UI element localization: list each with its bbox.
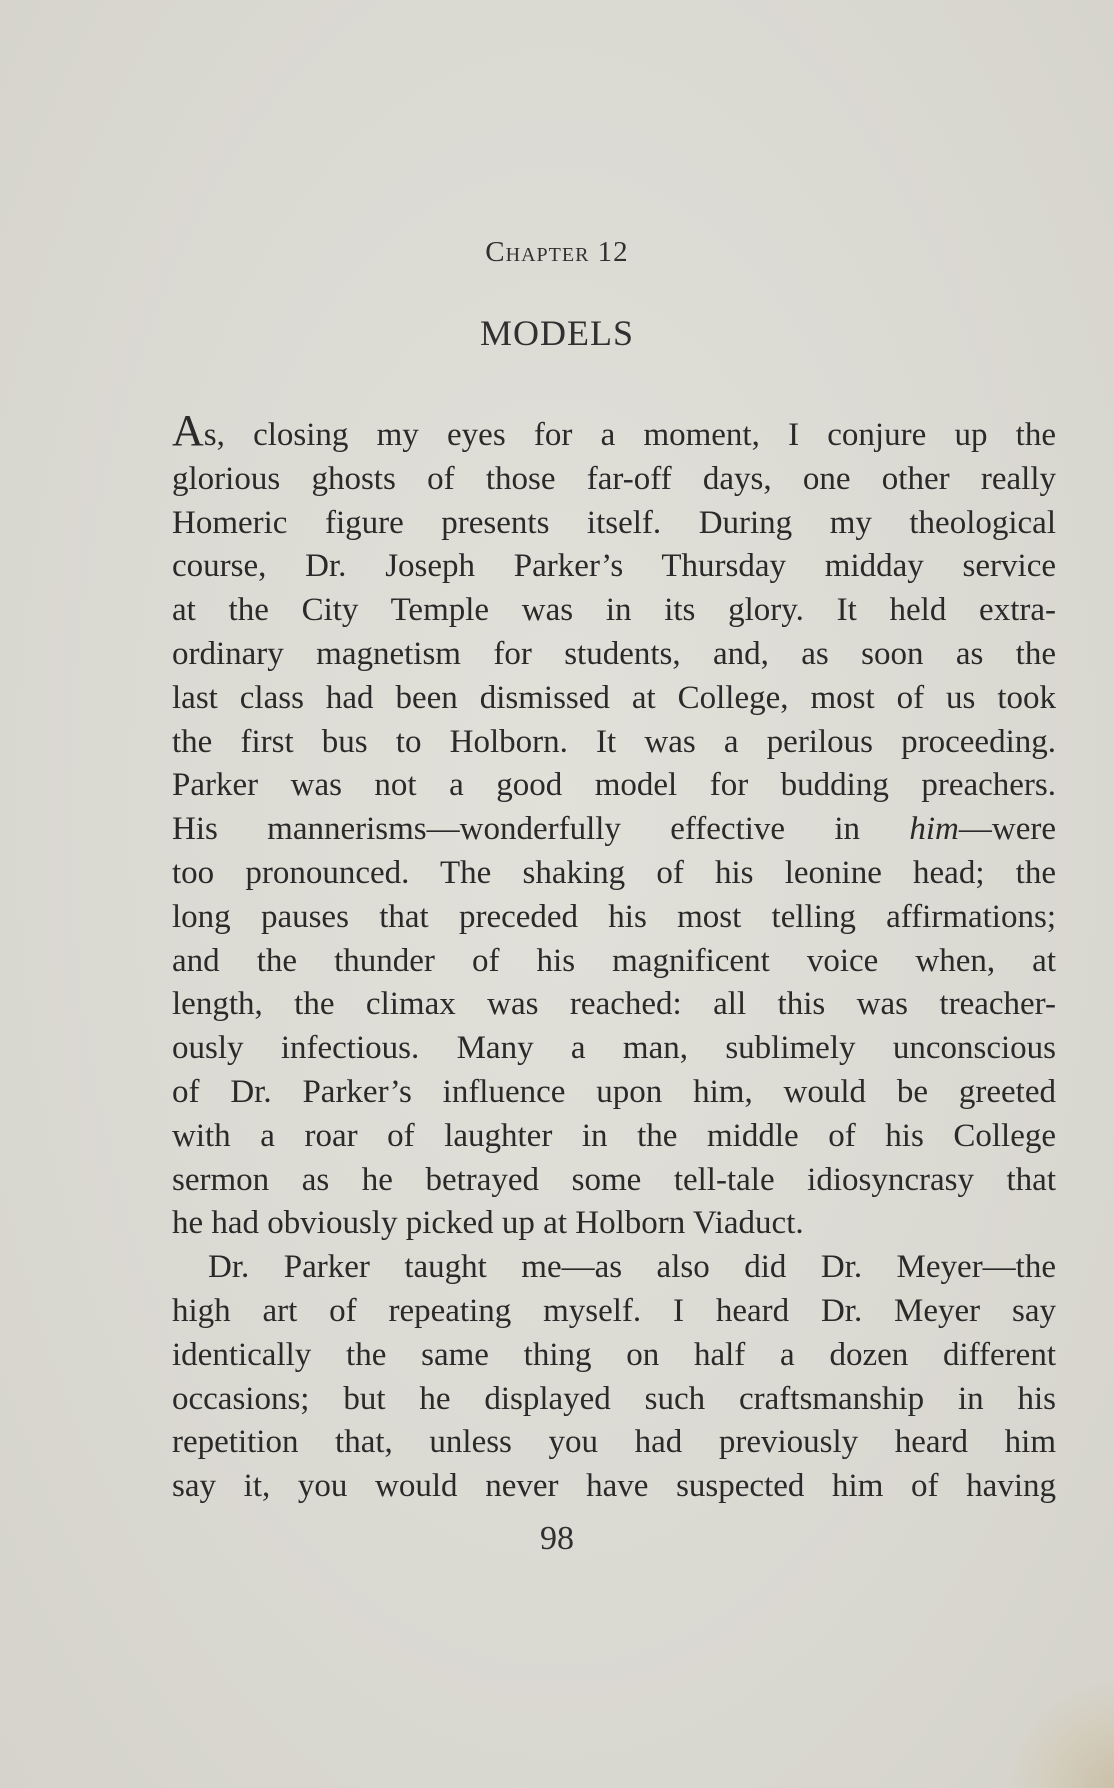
text-line: length, the climax was reached: all this was treacher-	[172, 986, 1056, 1023]
text-line: Parker was not a good model for budding preachers.	[172, 767, 1056, 804]
text-line: occasions; but he displayed such craftsmanship in his	[172, 1380, 1056, 1417]
chapter-title: MODELS	[479, 313, 634, 353]
text-line: long pauses that preceded his most telling affirmations;	[172, 898, 1056, 935]
text-line: with a roar of laughter in the middle of his College	[172, 1117, 1056, 1154]
text-line: at the City Temple was in its glory. It held extra-	[172, 592, 1056, 629]
paper-stain	[1004, 1678, 1114, 1788]
text-line: Homeric figure presents itself. During my theological	[172, 504, 1056, 541]
text-line: course, Dr. Joseph Parker’s Thursday midday service	[172, 548, 1056, 585]
text-line: too pronounced. The shaking of his leonine head; the	[172, 854, 1056, 891]
text-line: ously infectious. Many a man, sublimely unconscious	[172, 1030, 1056, 1067]
text-line: of Dr. Parker’s influence upon him, would be greeted	[172, 1073, 1056, 1110]
text-line: Dr. Parker taught me—as also did Dr. Meyer—the	[208, 1249, 1056, 1286]
text-line: ordinary magnetism for students, and, as soon as the	[172, 635, 1056, 672]
text-line: high art of repeating myself. I heard Dr. Meyer say	[172, 1292, 1056, 1329]
text-line: and the thunder of his magnificent voice when, at	[172, 942, 1056, 979]
page-number: 98	[540, 1520, 574, 1557]
italic-word: him	[909, 811, 959, 848]
text-line-content: s, closing my eyes for a moment, I conjure up the	[203, 417, 1056, 453]
text-line: say it, you would never have suspected him of having	[172, 1468, 1056, 1505]
text-line	[172, 406, 1056, 458]
text-line-part: —were	[958, 811, 1056, 848]
text-line: he had obviously picked up at Holborn Viaduct.	[172, 1205, 804, 1242]
chapter-label: Chapter 12	[485, 236, 629, 268]
text-line	[172, 808, 1056, 852]
text-line: sermon as he betrayed some tell-tale idiosyncrasy that	[172, 1161, 1056, 1198]
text-line-part: His mannerisms—wonderfully effective in	[172, 811, 910, 848]
text-line: repetition that, unless you had previously heard him	[172, 1424, 1056, 1461]
drop-cap: A	[172, 406, 204, 455]
text-line: identically the same thing on half a dozen different	[172, 1336, 1056, 1373]
body-text	[172, 406, 1056, 1509]
text-line: last class had been dismissed at College, most of us took	[172, 679, 1056, 716]
text-line: glorious ghosts of those far-off days, one other really	[172, 460, 1056, 497]
text-line: the first bus to Holborn. It was a perilous proceeding.	[172, 723, 1056, 760]
